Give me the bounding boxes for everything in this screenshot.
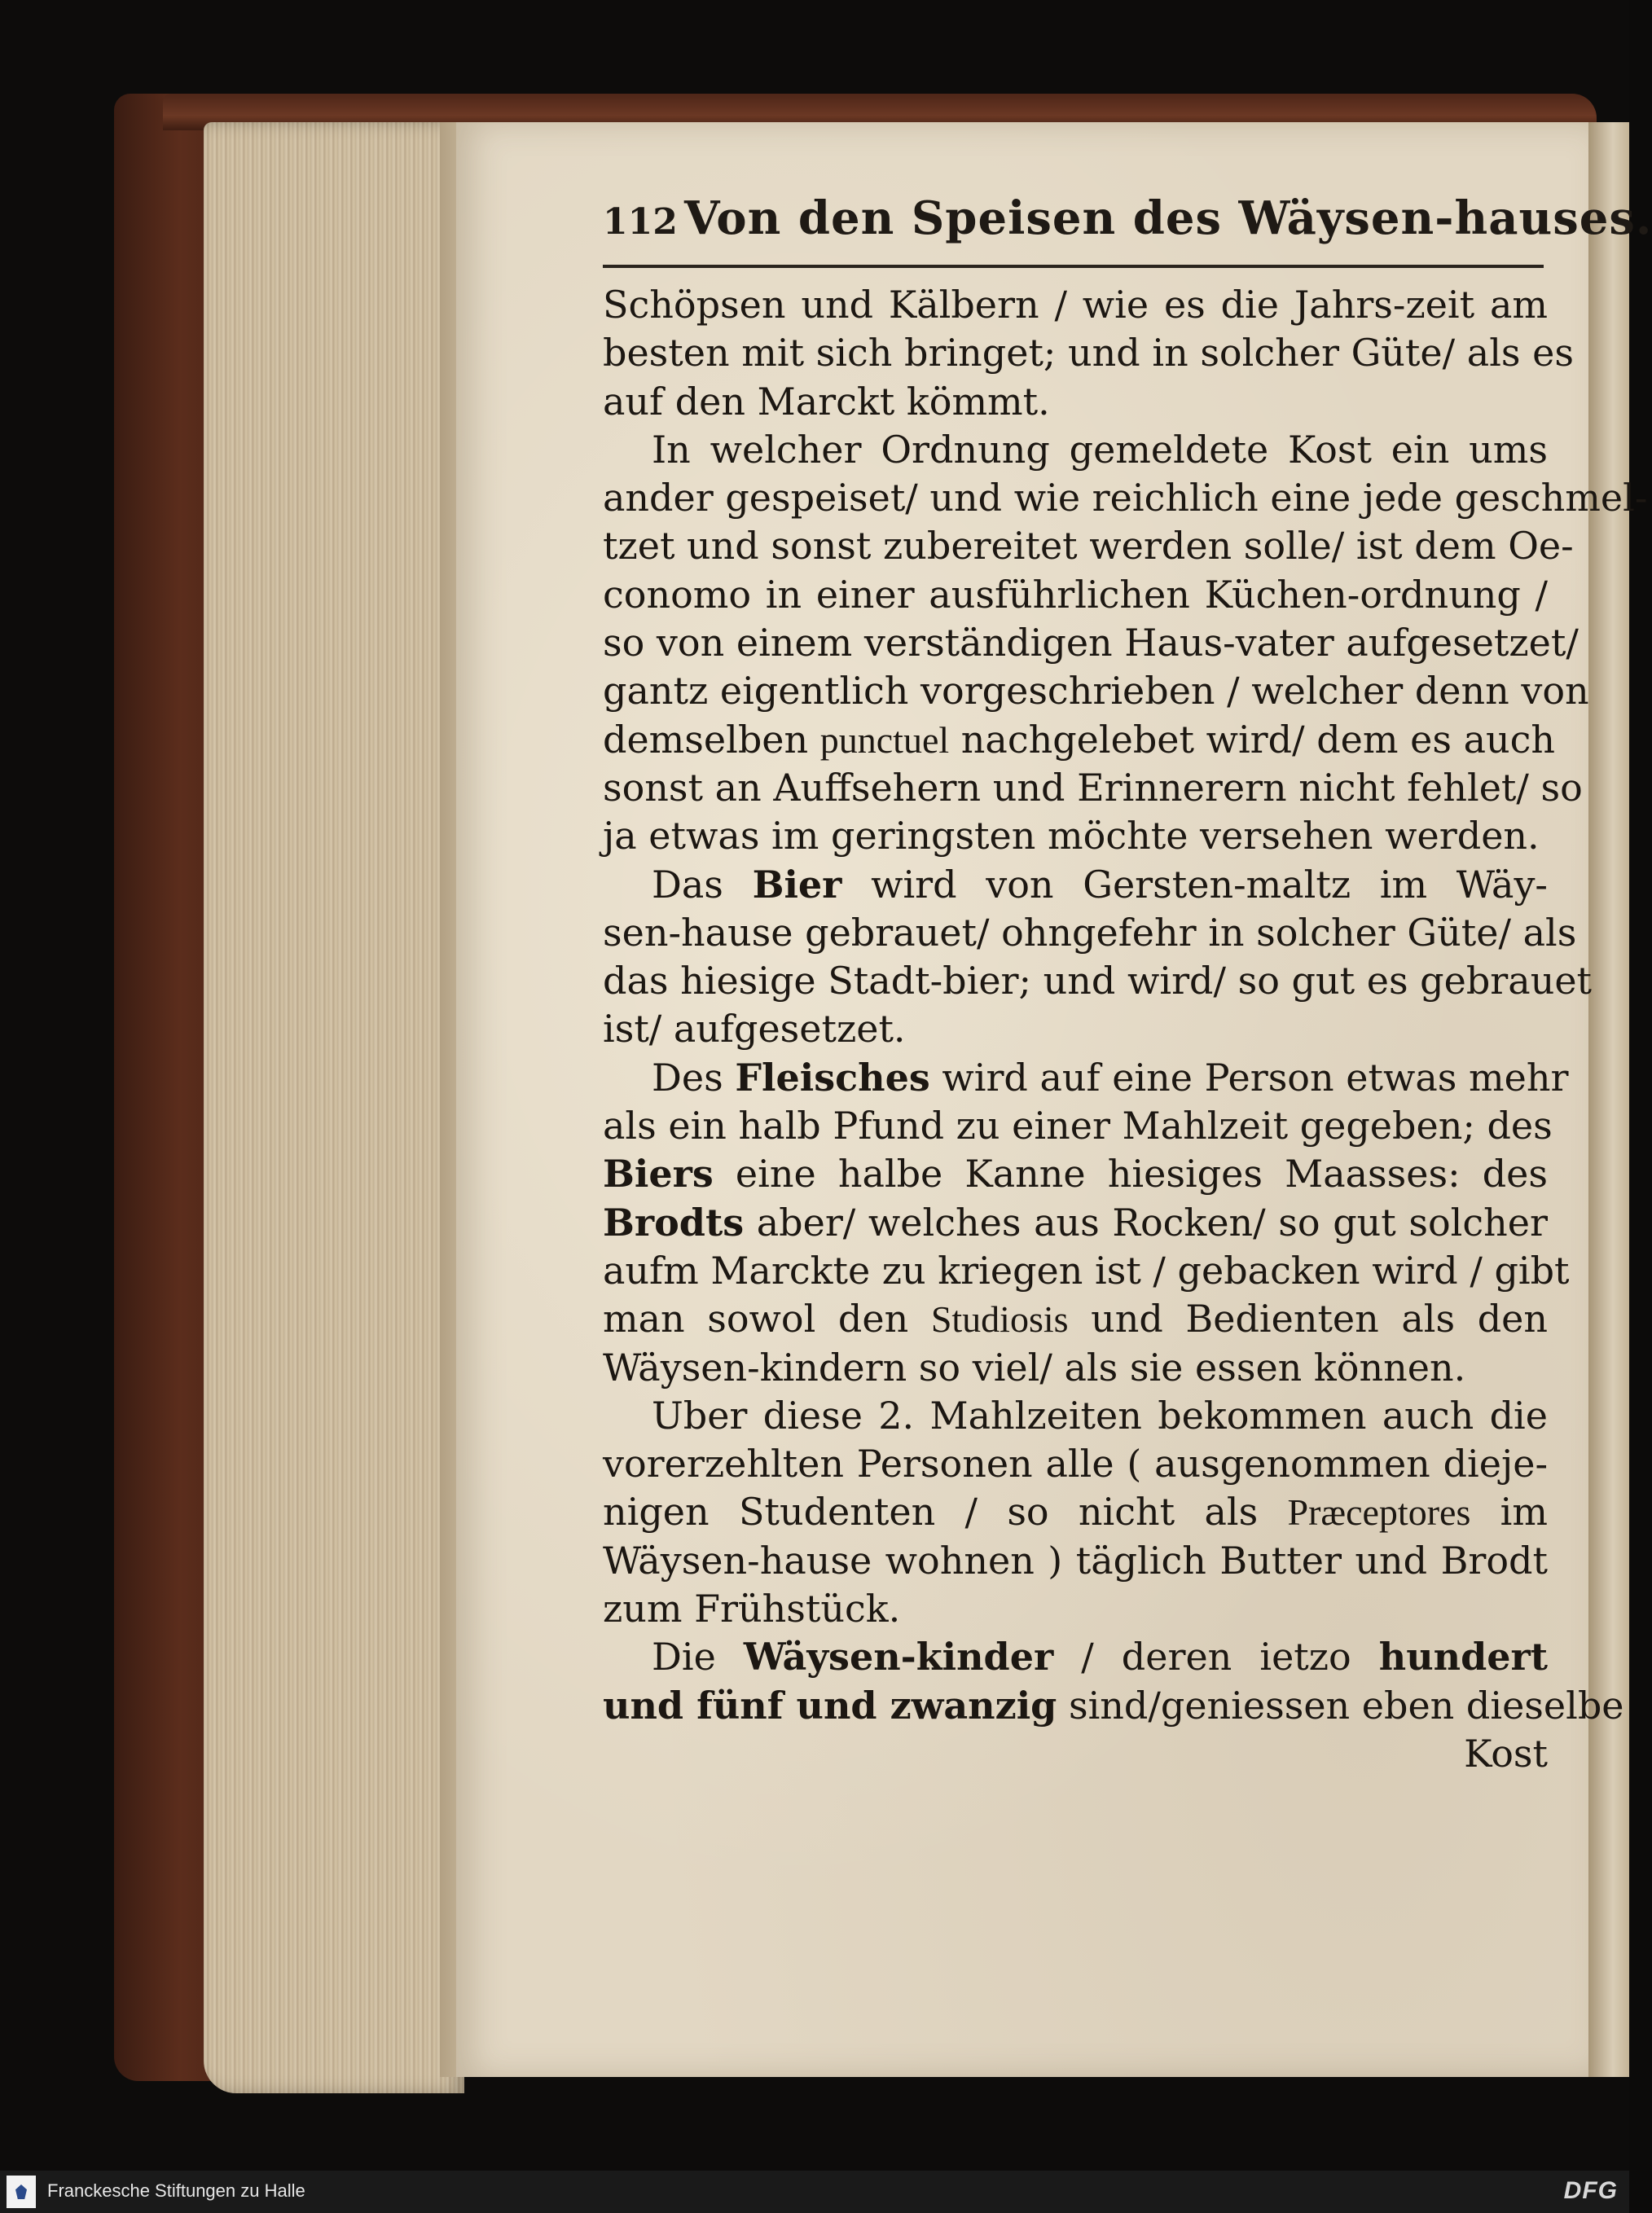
text-line-content: als ein halb Pfund zu einer Mahlzeit gegeben; des [603,1104,1553,1148]
text-segment: / deren ietzo [1053,1635,1379,1680]
text-segment: im [1470,1490,1549,1535]
running-head [603,191,1652,257]
text-line-content: gantz eigentlich vorgeschrieben / welcher denn von [603,669,1589,714]
footer-bar [0,2171,1629,2213]
latin-word: Studiosis [930,1298,1069,1341]
emphasized-word: hundert [1378,1635,1548,1680]
text-segment: demselben [603,717,820,762]
text-line-content: vorerzehlten Personen alle ( ausgenommen dieje- [603,1442,1548,1486]
text-line [603,619,1579,667]
text-line [603,1440,1548,1488]
text-segment: wird auf eine Person etwas mehr [929,1055,1569,1100]
text-line-content: sonst an Auffsehern und Erinnerern nicht fehlet/ so [603,765,1583,810]
text-line [603,281,1548,329]
emphasized-word: Fleisches [735,1055,930,1100]
text-line-content: ja etwas im geringsten möchte versehen werden. [603,814,1540,858]
text-line-content: Schöpsen und Kälbern / wie es die Jahrs-zeit am [603,283,1548,327]
text-line [603,1682,1624,1730]
text-line [603,812,1548,860]
text-line [603,1295,1548,1343]
text-segment: Das [652,862,753,907]
text-line-content: sen-hause gebrauet/ ohngefehr in solcher Güte/ als [603,910,1577,955]
text-line-content: Uber diese 2. Mahlzeiten bekommen auch die [652,1393,1548,1438]
text-line [603,1005,1548,1053]
paragraph-start-line [603,1392,1548,1440]
text-segment: sind/geniessen eben dieselbe [1057,1683,1624,1728]
paragraph-start-line [603,1054,1569,1102]
text-line [603,1102,1553,1150]
text-line [603,329,1574,377]
text-segment: Des [652,1055,736,1100]
emphasized-word: Brodts [603,1200,745,1245]
text-line [603,764,1583,812]
text-segment: wird von Gersten-maltz im Wäy- [841,862,1548,907]
text-segment: aber/ welches aus Rocken/ so gut solcher [744,1200,1548,1245]
text-line [603,1585,1548,1633]
text-line-content: aufm Marckte zu kriegen ist / gebacken wird / gibt [603,1248,1570,1293]
text-line-content: Wäysen-kindern so viel/ als sie essen können. [603,1345,1466,1390]
text-segment: Die [652,1635,744,1680]
text-line-content: ist/ aufgesetzet. [603,1007,906,1052]
text-line-content: ander gespeiset/ und wie reichlich eine jede geschmel- [603,476,1648,520]
emphasized-word: und fünf und zwanzig [603,1683,1057,1728]
text-line [603,957,1593,1005]
text-segment: nigen Studenten / so nicht als [603,1490,1288,1535]
emphasized-word: Wäysen-kinder [743,1635,1054,1680]
text-line [603,1488,1548,1536]
text-line [603,522,1574,570]
text-line [603,378,1548,426]
text-line-content: Wäysen-hause wohnen ) täglich Butter und Brodt [603,1538,1548,1583]
text-segment: man sowol den [603,1297,931,1341]
text-line-content: das hiesige Stadt-bier; und wird/ so gut es gebrauet [603,959,1593,1003]
text-line-content: auf den Marckt kömmt. [603,379,1050,424]
latin-word: punctuel [819,718,950,761]
catchword [603,1730,1548,1778]
paragraph-start-line [603,861,1548,909]
dfg-logo: DFG [1563,2177,1618,2204]
text-line-content: In welcher Ordnung gemeldete Kost ein ums [652,427,1548,472]
emphasized-word: Biers [603,1152,714,1197]
text-line [603,909,1577,957]
text-segment: nachgelebet wird/ dem es auch [949,717,1556,762]
catchword-text: Kost [1464,1731,1548,1776]
page-stack-edges [204,122,464,2093]
institution-logo-icon [7,2176,36,2208]
text-line [603,667,1589,715]
text-line [603,1150,1548,1198]
head-rule-divider [603,265,1544,268]
page-number: 112 [603,201,678,243]
paragraph-start-line [603,426,1548,474]
body-text [603,281,1648,1778]
paragraph-start-line [603,1633,1548,1681]
crest-icon [15,2184,27,2199]
text-line-content: conomo in einer ausführlichen Küchen-ordnung / [603,572,1548,617]
emphasized-word: Bier [752,862,842,907]
text-segment: eine halbe Kanne hiesiges Maasses: des [713,1152,1548,1197]
text-line [603,571,1548,619]
text-line-content: zum Frühstück. [603,1587,901,1631]
text-line [603,1199,1548,1247]
text-line [603,474,1648,522]
facing-page-edge [1588,122,1629,2077]
text-line-content: tzet und sonst zubereitet werden solle/ ist dem Oe- [603,524,1574,569]
text-line [603,1344,1548,1392]
latin-word: Præceptores [1287,1491,1471,1534]
text-line-content: besten mit sich bringet; und in solcher Güte/ als es [603,331,1574,375]
running-head-title: Von den Speisen des Wäysen-hauses. [684,191,1652,245]
institution-name: Franckesche Stiftungen zu Halle [47,2180,305,2201]
text-line [603,1537,1548,1585]
text-line-content: so von einem verständigen Haus-vater aufgesetzet/ [603,621,1579,665]
text-line [603,1247,1570,1295]
text-line [603,716,1556,764]
text-segment: und Bedienten als den [1068,1297,1548,1341]
